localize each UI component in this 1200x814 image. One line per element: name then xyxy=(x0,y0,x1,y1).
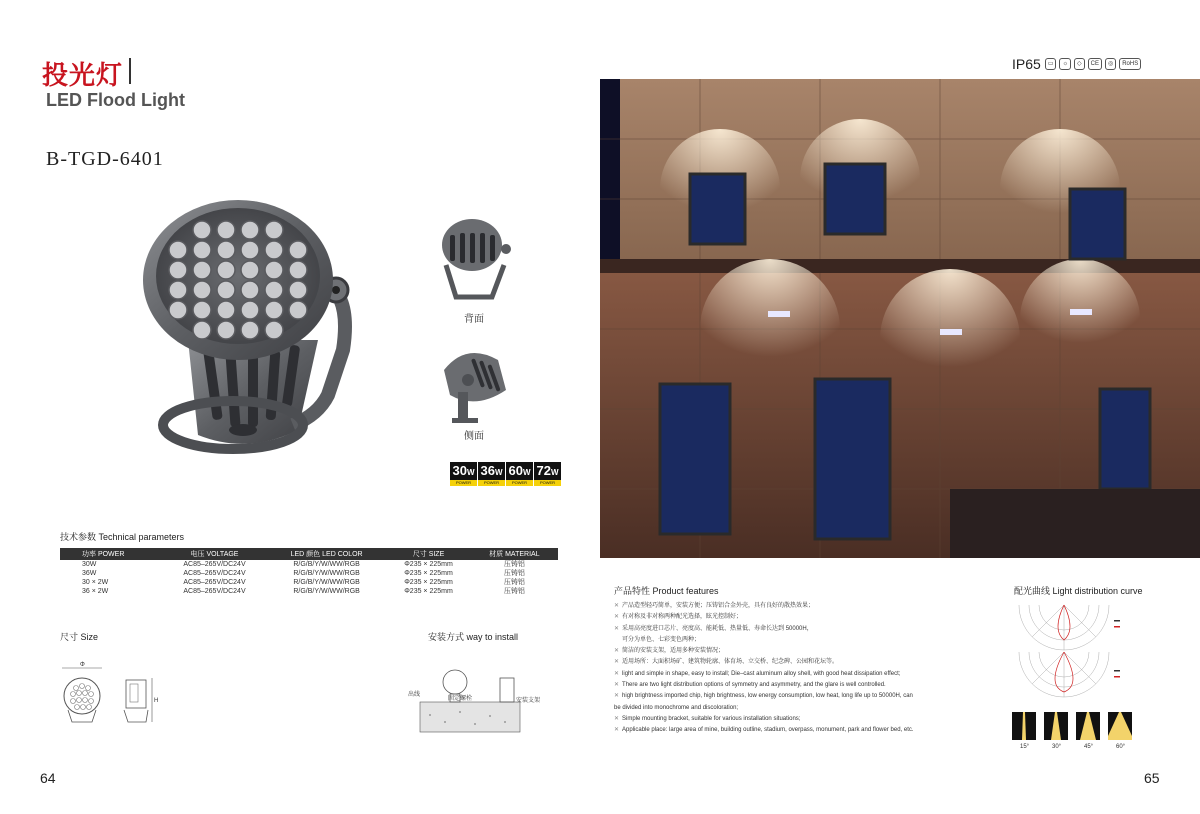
product-title-en: LED Flood Light xyxy=(46,90,185,110)
beam-label: 60° xyxy=(1116,744,1126,750)
led-lens xyxy=(217,241,235,259)
list-item: ✕ 简洁的安装支架，适用多种安装情况； xyxy=(614,648,725,655)
column-header: 尺寸 SIZE xyxy=(386,548,470,560)
product-side-view xyxy=(436,340,516,425)
table-header-row xyxy=(60,548,558,560)
tech-params-table xyxy=(60,548,558,596)
table-cell: R/G/B/Y/W/WW/RGB xyxy=(293,570,360,577)
led-lens xyxy=(241,261,259,279)
table-cell: 30W xyxy=(82,561,97,568)
table-cell: Φ235 × 225mm xyxy=(404,588,453,595)
table-cell: 36W xyxy=(82,570,97,577)
beam-angle-row xyxy=(1012,712,1132,740)
beam-60-icon xyxy=(1108,712,1132,740)
back-view-label: 背面 xyxy=(464,314,484,325)
cable-label: 出线 xyxy=(408,692,421,698)
install-drawing xyxy=(400,660,560,740)
table-cell: Φ235 × 225mm xyxy=(404,579,453,586)
ip-rating: IP65 xyxy=(1012,56,1041,72)
table-row xyxy=(60,578,558,587)
ce-mark: CE xyxy=(1088,58,1102,70)
table-cell: R/G/B/Y/W/WW/RGB xyxy=(293,561,360,568)
led-lens xyxy=(241,281,259,299)
led-lens xyxy=(265,321,283,339)
list-item: ✕ Applicable place: large area of mine, building outline, stadium, overpass, monument, park and flower bed, etc. xyxy=(614,727,914,734)
list-item: ✕ 产品造型轻巧简单，安装方便；压铸铝合金外壳，具有良好的散热效果； xyxy=(614,603,815,609)
led-lens xyxy=(193,221,211,239)
side-view-label: 侧面 xyxy=(464,431,484,442)
table-cell: R/G/B/Y/W/WW/RGB xyxy=(293,588,360,595)
led-lens xyxy=(217,321,235,339)
led-lens xyxy=(193,281,211,299)
height-label: H xyxy=(154,698,159,704)
features-title: 产品特性 Product features xyxy=(614,586,719,596)
table-cell: 30 × 2W xyxy=(82,579,109,586)
led-lens xyxy=(265,221,283,239)
column-header: 功率 POWER xyxy=(60,548,162,560)
table-cell: 压铸铝 xyxy=(503,579,525,586)
led-lens xyxy=(217,281,235,299)
table-row xyxy=(60,569,558,578)
list-item: ✕ high brightness imported chip, high brightness, low energy consumption, low heat, long life up to 50000H, can xyxy=(614,693,913,700)
beam-30-icon xyxy=(1044,712,1068,740)
features-list xyxy=(614,601,954,737)
product-back-view xyxy=(436,215,516,305)
light-distribution-curve xyxy=(1014,600,1174,700)
table-cell: AC85–265V/DC24V xyxy=(183,570,246,577)
size-section-title: 尺寸 Size xyxy=(60,632,99,642)
table-cell: Φ235 × 225mm xyxy=(404,570,453,577)
led-lens xyxy=(217,261,235,279)
curve-title: 配光曲线 Light distribution curve xyxy=(1014,586,1143,596)
led-lens xyxy=(217,221,235,239)
led-lens xyxy=(169,301,187,319)
product-title-cn: 投光灯 xyxy=(42,61,124,91)
list-item: ✕ 采用高亮度进口芯片、亮度高、能耗低、热量低、寿命长达到 50000H， xyxy=(614,625,813,632)
table-cell: AC85–265V/DC24V xyxy=(183,579,246,586)
table-row xyxy=(60,560,558,569)
list-item: 可分为单色、七彩变色两种； xyxy=(622,636,701,643)
table-cell: 压铸铝 xyxy=(503,570,525,577)
column-header: 材质 MATERIAL xyxy=(471,548,558,560)
rohs-mark: RoHS xyxy=(1119,58,1141,70)
led-lens xyxy=(241,301,259,319)
table-cell: 压铸铝 xyxy=(503,561,525,568)
led-lens xyxy=(193,301,211,319)
dimmable-icon: ▭ xyxy=(1045,58,1057,70)
sun-icon: ☼ xyxy=(1059,58,1071,70)
table-cell: 压铸铝 xyxy=(503,588,525,595)
dimension-drawing xyxy=(58,660,168,730)
beam-label: 30° xyxy=(1052,744,1062,750)
led-lens xyxy=(169,241,187,259)
led-lens xyxy=(289,241,307,259)
column-header: LED 颜色 LED COLOR xyxy=(267,548,386,560)
power-badge: 30W POWER xyxy=(450,462,477,486)
column-header: 电压 VOLTAGE xyxy=(162,548,267,560)
model-number: B-TGD-6401 xyxy=(46,148,164,170)
led-lens xyxy=(289,301,307,319)
table-cell: R/G/B/Y/W/WW/RGB xyxy=(293,579,360,586)
installation-photo xyxy=(600,79,1200,558)
led-lens xyxy=(241,221,259,239)
table-cell: Φ235 × 225mm xyxy=(404,561,453,568)
table-cell: AC85–265V/DC24V xyxy=(183,561,246,568)
ccc-icon: ◎ xyxy=(1105,58,1116,70)
power-badge: 72W POWER xyxy=(534,462,561,486)
title-divider xyxy=(129,58,131,84)
page-number-left: 64 xyxy=(40,770,56,786)
led-lens xyxy=(265,281,283,299)
beam-15-icon xyxy=(1012,712,1036,740)
led-lens xyxy=(241,321,259,339)
led-lens xyxy=(193,241,211,259)
table-row xyxy=(60,587,558,596)
table-cell: AC85–265V/DC24V xyxy=(183,588,246,595)
diameter-label: Φ xyxy=(80,662,85,668)
led-lens xyxy=(265,261,283,279)
led-lens xyxy=(169,281,187,299)
power-badges xyxy=(450,462,562,486)
page-number-right: 65 xyxy=(1144,770,1160,786)
bracket-label: 安装支架 xyxy=(516,698,541,704)
list-item: ✕ Simple mounting bracket, suitable for various installation situations; xyxy=(614,715,801,722)
table-cell: 36 × 2W xyxy=(82,588,109,595)
tech-params-title: 技术参数 Technical parameters xyxy=(60,532,185,542)
led-lens xyxy=(289,261,307,279)
list-item: ✕ 有对称及非对称两种配光选择，眩光控制好； xyxy=(614,614,743,621)
led-lens xyxy=(265,301,283,319)
led-lens xyxy=(217,301,235,319)
beam-45-icon xyxy=(1076,712,1100,740)
list-item: ✕ 适用场所：大面积场矿、建筑物轮廓、体育场、立交桥、纪念碑、公园和花坛等。 xyxy=(614,659,839,666)
list-item: be divided into monochrome and discoloration; xyxy=(614,704,739,711)
certification-row xyxy=(1012,56,1144,72)
led-lens xyxy=(193,321,211,339)
bolt-label: 固定螺栓 xyxy=(448,696,473,702)
led-lens xyxy=(169,261,187,279)
power-badge: 60W POWER xyxy=(506,462,533,486)
diamond-icon: ◇ xyxy=(1074,58,1085,70)
led-lens xyxy=(265,241,283,259)
install-section-title: 安装方式 way to install xyxy=(428,632,519,642)
led-lens xyxy=(241,241,259,259)
beam-label: 15° xyxy=(1020,744,1030,750)
beam-label: 45° xyxy=(1084,744,1094,750)
product-main-image xyxy=(128,190,368,455)
list-item: ✕ light and simple in shape, easy to install; Die–cast aluminum alloy shell, with good heat dissipation effect; xyxy=(614,670,901,677)
list-item: ✕ There are two light distribution options of symmetry and asymmetry, and the glare is well controlled. xyxy=(614,682,886,689)
led-lens xyxy=(289,281,307,299)
led-lens xyxy=(193,261,211,279)
power-badge: 36W POWER xyxy=(478,462,505,486)
